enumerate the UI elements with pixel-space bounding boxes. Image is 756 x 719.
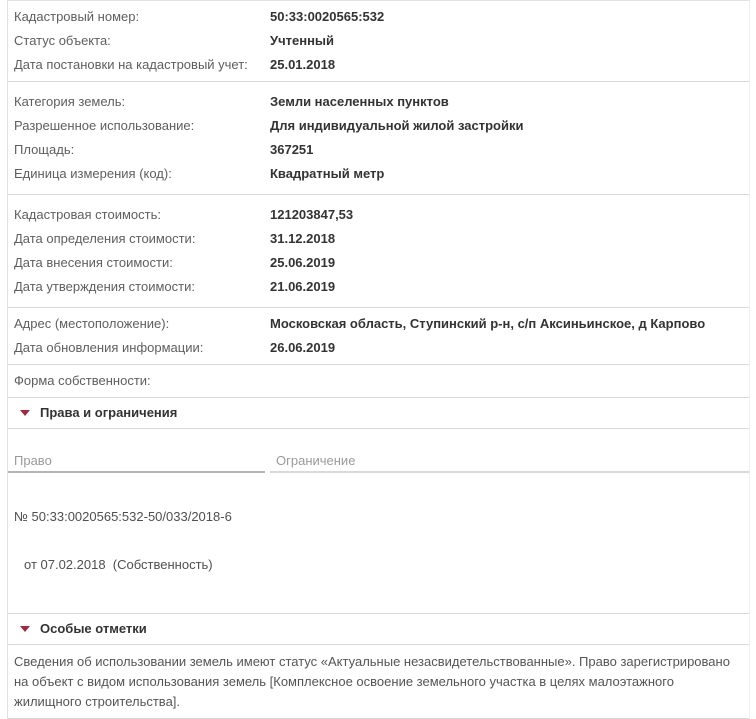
info-label: Разрешенное использование: [14, 118, 195, 133]
right-date: от 07.02.2018 (Собственность) [24, 557, 213, 572]
rights-table-row [8, 473, 749, 613]
info-group-address [8, 308, 749, 365]
info-label: Кадастровая стоимость: [14, 207, 161, 222]
section-notes-header[interactable] [8, 614, 749, 645]
info-row [8, 336, 749, 360]
right-cell [8, 477, 265, 605]
info-label: Дата внесения стоимости: [14, 255, 173, 270]
info-row [8, 227, 749, 251]
section-rights-header[interactable] [8, 398, 749, 429]
info-row [8, 251, 749, 275]
info-value: 26.06.2019 [270, 340, 336, 355]
info-value: Квадратный метр [270, 166, 385, 181]
info-value: 121203847,53 [270, 207, 354, 222]
info-label: Дата утверждения стоимости: [14, 279, 195, 294]
info-group-ownership-form [8, 365, 749, 398]
info-row [8, 162, 749, 186]
section-rights-title: Права и ограничения [40, 405, 178, 420]
info-value: Для индивидуальной жилой застройки [270, 118, 524, 133]
collapse-triangle-icon [20, 626, 30, 632]
notes-text: Сведения об использовании земель имеют статус «Актуальные незасвидетельствованные». Право зарегистрировано на объект с видом использования земель [Комплексное освоение земельного участка в целях малоэтажного жилищного строительства]. [8, 645, 749, 719]
section-notes-title: Особые отметки [40, 621, 147, 636]
info-value: Земли населенных пунктов [270, 94, 449, 109]
info-value: 21.06.2019 [270, 279, 336, 294]
info-value: Московская область, Ступинский р-н, с/п Аксиньинское, д Карпово [270, 316, 706, 331]
info-value [270, 369, 749, 393]
info-label: Статус объекта: [14, 33, 111, 48]
info-label: Дата постановки на кадастровый учет: [14, 57, 248, 72]
info-row [8, 203, 749, 227]
info-group-land [8, 82, 749, 195]
info-row [8, 29, 749, 53]
restriction-cell [270, 477, 749, 605]
info-row [8, 53, 749, 77]
rights-table-header [8, 451, 749, 473]
info-group-identification [8, 1, 749, 82]
info-row [8, 138, 749, 162]
info-value: 25.01.2018 [270, 57, 336, 72]
info-label: Адрес (местоположение): [14, 316, 170, 331]
rights-column-header-restriction: Ограничение [270, 451, 749, 473]
info-value: Учтенный [270, 33, 335, 48]
info-row [8, 275, 749, 299]
cadastral-info-panel [7, 0, 750, 719]
info-label: Дата обновления информации: [14, 340, 204, 355]
info-group-valuation [8, 195, 749, 308]
info-label: Категория земель: [14, 94, 126, 109]
info-label: Кадастровый номер: [14, 9, 140, 24]
info-label: Дата определения стоимости: [14, 231, 196, 246]
info-row [8, 369, 749, 393]
info-row [8, 114, 749, 138]
info-value: 25.06.2019 [270, 255, 336, 270]
info-label: Единица измерения (код): [14, 166, 172, 181]
info-value: 367251 [270, 142, 314, 157]
collapse-triangle-icon [20, 410, 30, 416]
right-number: № 50:33:0020565:532-50/033/2018-6 [14, 509, 232, 524]
info-row [8, 90, 749, 114]
info-row [8, 5, 749, 29]
rights-column-header-right: Право [8, 451, 265, 473]
info-row [8, 312, 749, 336]
info-label: Форма собственности: [14, 373, 151, 388]
rights-table [8, 429, 749, 614]
info-value: 31.12.2018 [270, 231, 336, 246]
info-value: 50:33:0020565:532 [270, 9, 385, 24]
info-label: Площадь: [14, 142, 75, 157]
